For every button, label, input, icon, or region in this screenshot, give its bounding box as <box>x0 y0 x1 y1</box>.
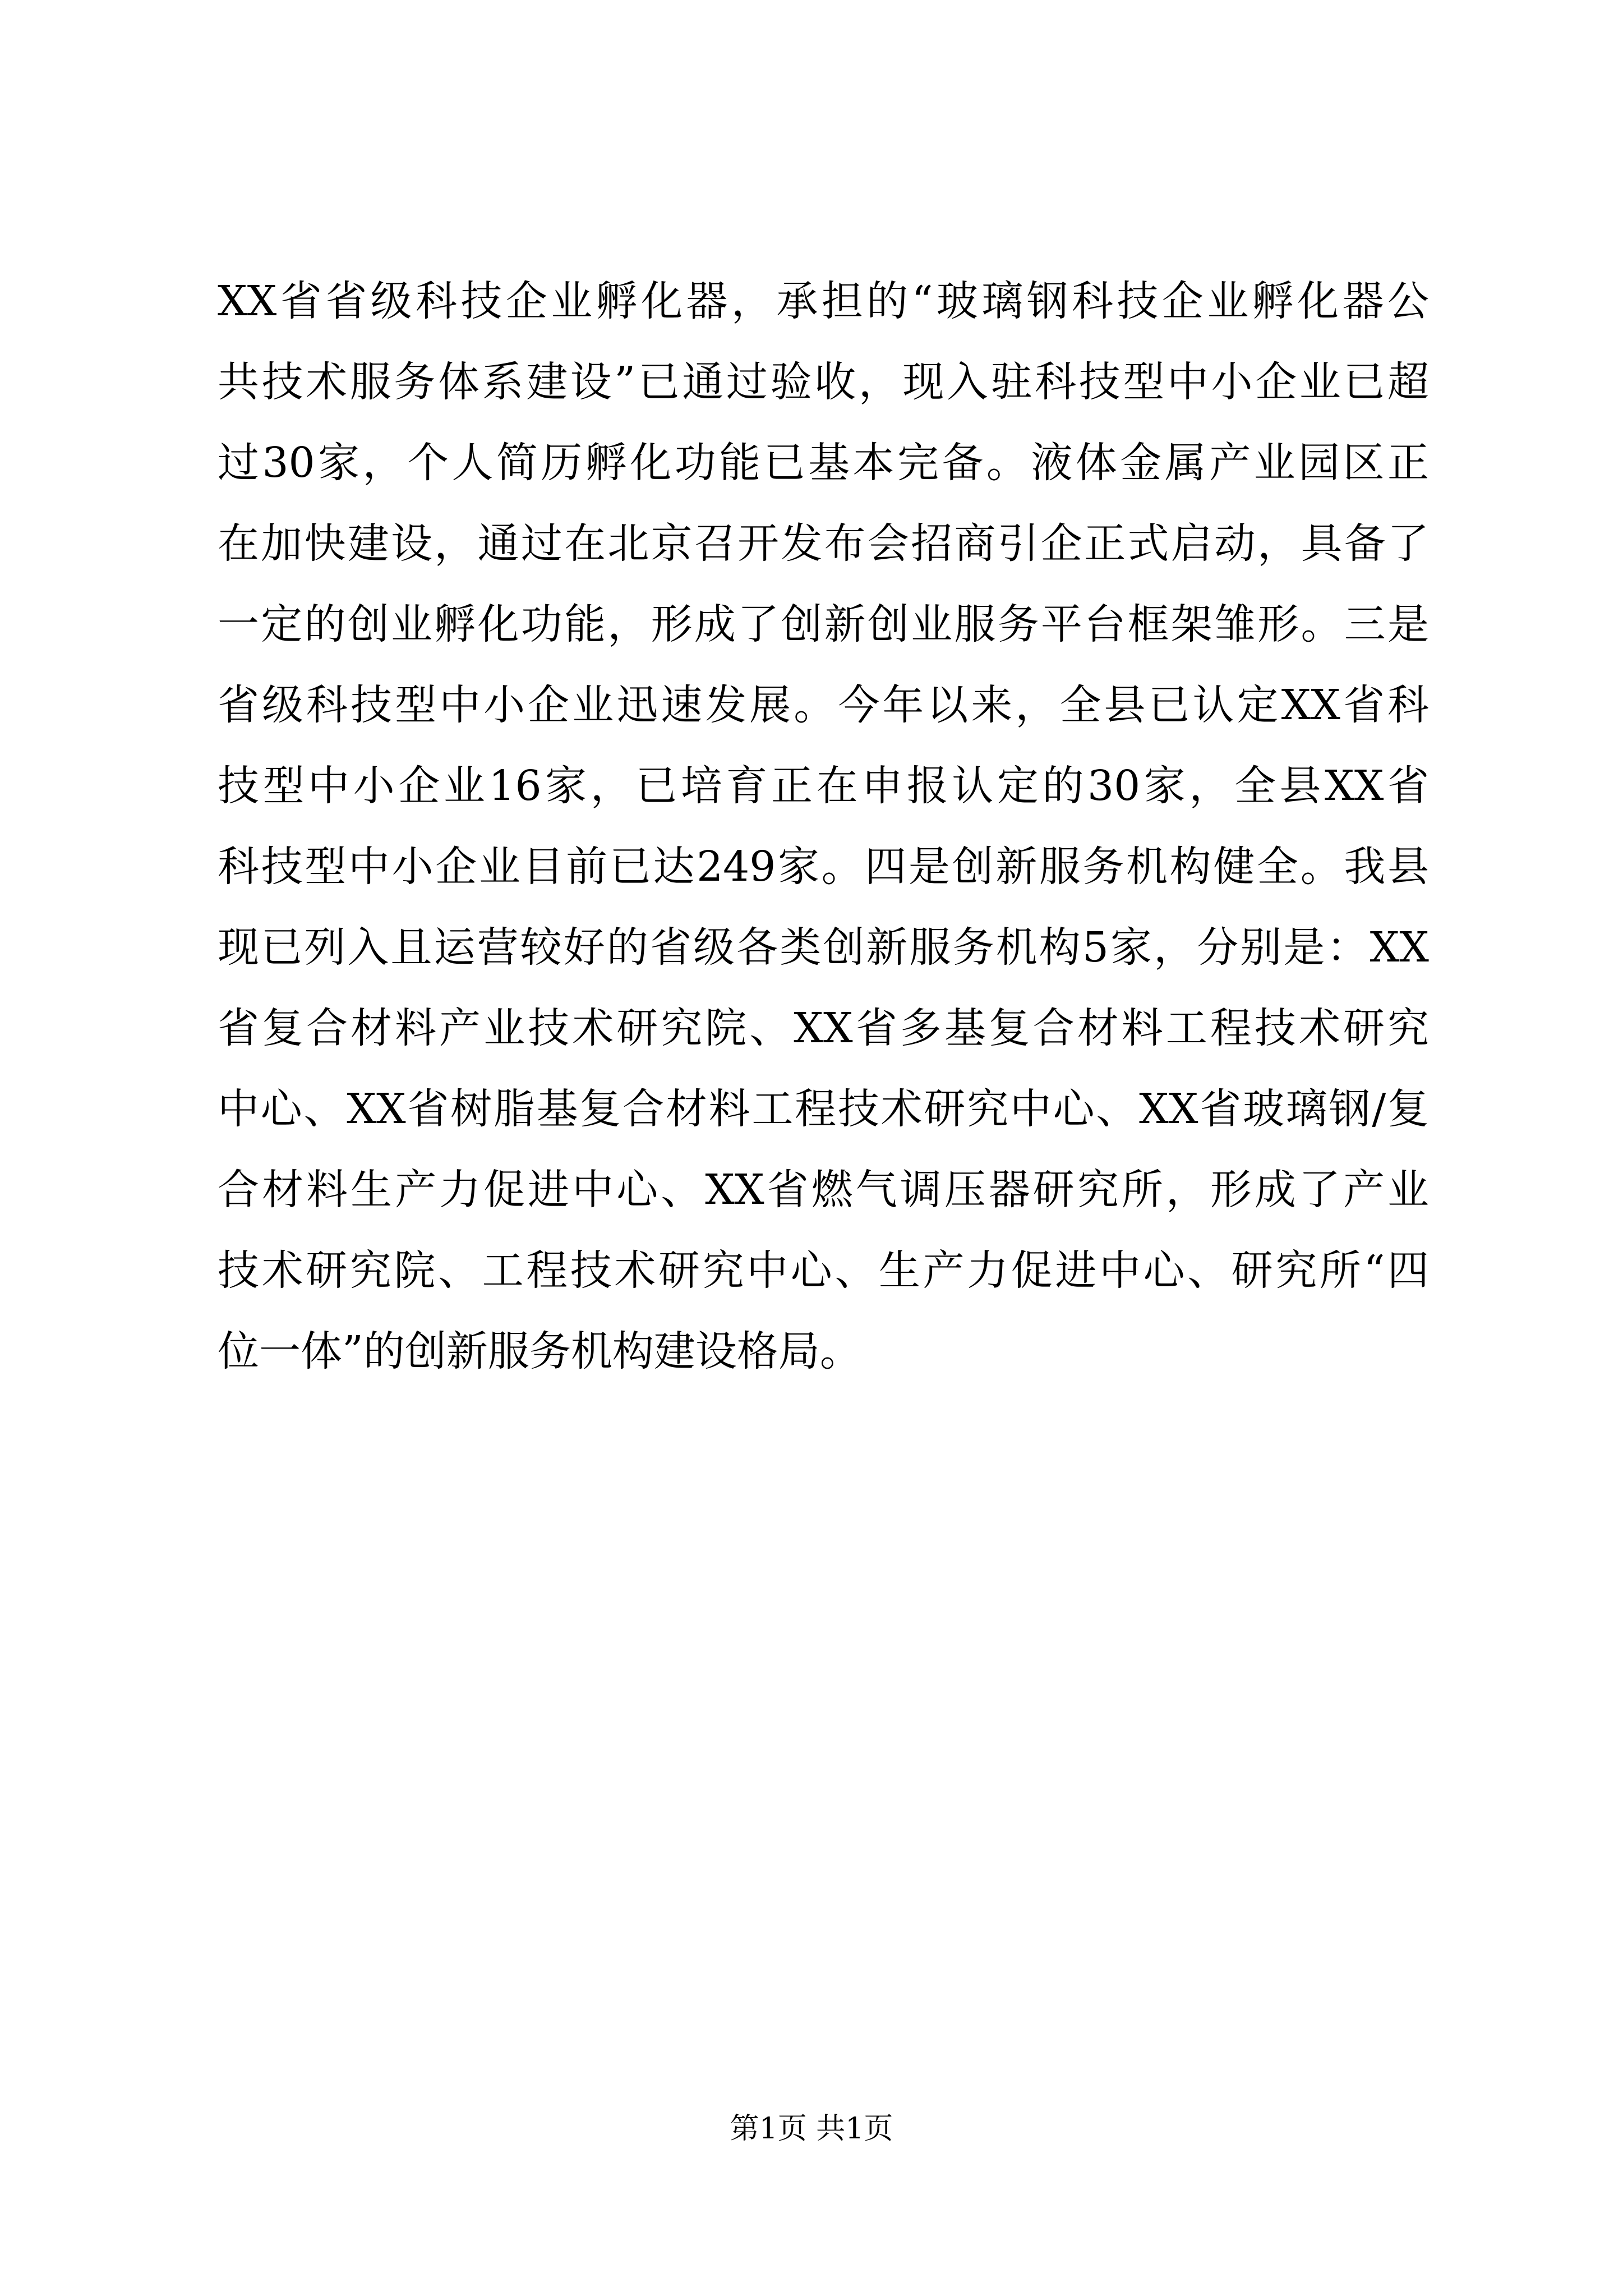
paragraph-line: 科技型中小企业目前已达249家。四是创新服务机构健全。我县 <box>218 843 1429 891</box>
body-paragraph <box>218 261 1429 1392</box>
page-number-footer: 第1页 共1页 <box>730 2112 893 2146</box>
paragraph-line: 一定的创业孵化功能，形成了创新创业服务平台框架雏形。三是 <box>218 600 1429 648</box>
paragraph-line: 中心、XX省树脂基复合材料工程技术研究中心、XX省玻璃钢/复 <box>218 1085 1429 1133</box>
paragraph-line: 过30家，个人简历孵化功能已基本完备。液体金属产业园区正 <box>218 439 1429 487</box>
paragraph-line: 省级科技型中小企业迅速发展。今年以来，全县已认定XX省科 <box>218 681 1429 729</box>
paragraph-line: 合材料生产力促进中心、XX省燃气调压器研究所，形成了产业 <box>218 1166 1429 1214</box>
paragraph-line: 技术研究院、工程技术研究中心、生产力促进中心、研究所“四 <box>218 1246 1429 1295</box>
paragraph-line: XX省省级科技企业孵化器，承担的“玻璃钢科技企业孵化器公 <box>218 277 1429 325</box>
paragraph-line: 现已列入且运营较好的省级各类创新服务机构5家，分别是：XX <box>218 923 1429 972</box>
paragraph-line: 技型中小企业16家，已培育正在申报认定的30家，全县XX省 <box>218 762 1429 810</box>
paragraph-line: 在加快建设，通过在北京召开发布会招商引企正式启动，具备了 <box>218 519 1429 568</box>
paragraph-line-last: 位一体”的创新服务机构建设格局。 <box>218 1327 861 1375</box>
paragraph-line: 省复合材料产业技术研究院、XX省多基复合材料工程技术研究 <box>218 1004 1429 1052</box>
paragraph-line: 共技术服务体系建设”已通过验收，现入驻科技型中小企业已超 <box>218 358 1429 406</box>
